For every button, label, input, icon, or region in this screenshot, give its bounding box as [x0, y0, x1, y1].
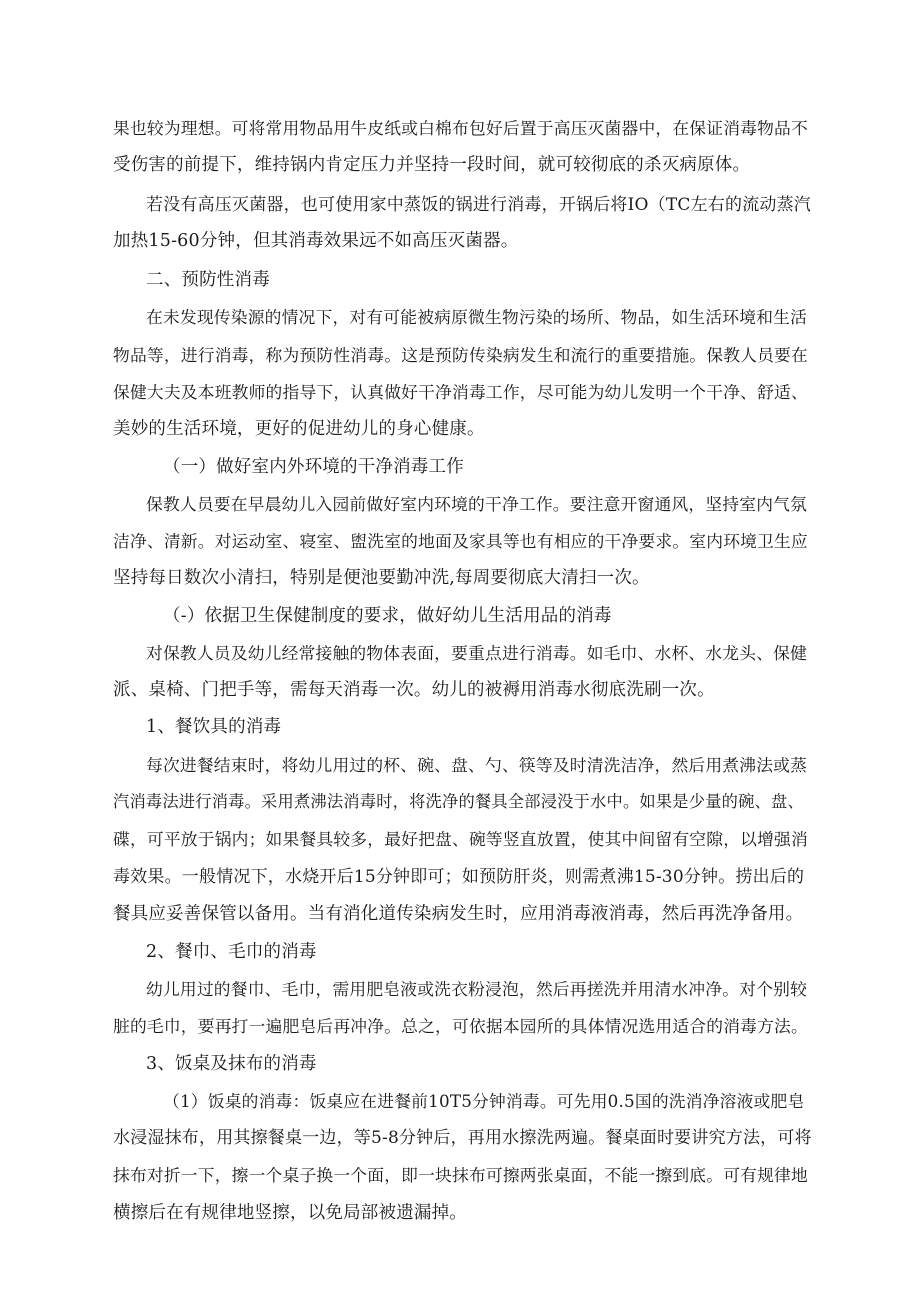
paragraph-line: 派、桌椅、门把手等，需每天消毒一次。幼儿的被褥用消毒水彻底洗刷一次。	[113, 680, 715, 700]
paragraph-line: 坚持每日数次小清扫，特别是便池要勤冲洗,每周要彻底大清扫一次。	[113, 568, 650, 588]
paragraph-line: 美妙的生活环境，更好的促进幼儿的身心健康。	[113, 419, 485, 439]
paragraph-line: 加热15-60分钟，但其消毒效果远不如高压灭菌器。	[113, 231, 519, 251]
paragraph-line: 抹布对折一下，擦一个桌子换一个面，即一块抹布可擦两张桌面，不能一擦到底。可有规律地	[113, 1165, 808, 1185]
paragraph-line: 受伤害的前提下，维持锅内肯定压力并坚持一段时间，就可较彻底的杀灭病原体。	[113, 155, 751, 175]
paragraph-line: 横擦后在有规律地竖擦，以免局部被遗漏掉。	[113, 1203, 467, 1223]
paragraph-line: 对保教人员及幼儿经常接触的物体表面，要重点进行消毒。如毛巾、水杯、水龙头、保健	[146, 643, 808, 663]
item-heading: 3、饭桌及抹布的消毒	[146, 1054, 317, 1074]
paragraph-line: 毒效果。一般情况下，水烧开后15分钟即可；如预防肝炎，则需煮沸15-30分钟。捞出后的	[113, 867, 805, 887]
paragraph-line: 保教人员要在早晨幼儿入园前做好室内环境的干净工作。要注意开窗通风，坚持室内气氛	[146, 494, 808, 514]
paragraph-line: 餐具应妥善保管以备用。当有消化道传染病发生时，应用消毒液消毒，然后再洗净备用。	[113, 904, 804, 924]
subsection-heading: （一）做好室内外环境的干净消毒工作	[163, 457, 464, 477]
paragraph-line: 若没有高压灭菌器，也可使用家中蒸饭的锅进行消毒，开锅后将IO（TC左右的流动蒸汽	[146, 195, 811, 215]
paragraph-line: 汽消毒法进行消毒。采用煮沸法消毒时，将洗净的餐具全部浸没于水中。如果是少量的碗、盘、	[113, 792, 804, 811]
paragraph-line: （1）饭桌的消毒：饭桌应在进餐前10T5分钟消毒。可先用0.5国的洗消净溶液或肥皂	[163, 1091, 805, 1111]
paragraph-line: 碟，可平放于锅内；如果餐具较多，最好把盘、碗等竖直放置，使其中间留有空隙，以增强消	[113, 829, 808, 849]
item-heading: 2、餐巾、毛巾的消毒	[146, 942, 317, 962]
paragraph-line: 水浸湿抹布，用其擦餐桌一边，等5-8分钟后，再用水擦洗两遍。餐桌面时要讲究方法，可将	[113, 1128, 812, 1148]
paragraph-line: 脏的毛巾，要再打一遍肥皂后再冲净。总之，可依据本园所的具体情况选用适合的消毒方法。	[113, 1016, 808, 1036]
paragraph-line: 洁净、清新。对运动室、寝室、盥洗室的地面及家具等也有相应的干净要求。室内环境卫生应	[113, 531, 808, 551]
paragraph-line: 在未发现传染源的情况下，对有可能被病原微生物污染的场所、物品，如生活环境和生活	[146, 307, 808, 327]
section-heading: 二、预防性消毒	[146, 270, 270, 290]
paragraph-line: 物品等，进行消毒，称为预防性消毒。这是预防传染病发生和流行的重要措施。保教人员要在	[113, 345, 808, 365]
item-heading: 1、餐饮具的消毒	[146, 717, 282, 737]
subsection-heading: （-）依据卫生保健制度的要求，做好幼儿生活用品的消毒	[163, 606, 612, 626]
paragraph-line: 每次进餐结束时，将幼儿用过的杯、碗、盘、勺、筷等及时清洗洁净，然后用煮沸法或蒸	[146, 755, 808, 775]
paragraph-line: 幼儿用过的餐巾、毛巾，需用肥皂液或洗衣粉浸泡，然后再搓洗并用清水冲净。对个别较	[146, 979, 808, 999]
paragraph-line: 保健大夫及本班教师的指导下，认真做好干净消毒工作，尽可能为幼儿发明一个干净、舒适、	[113, 382, 808, 402]
paragraph-line: 果也较为理想。可将常用物品用牛皮纸或白棉布包好后置于高压灭菌器中，在保证消毒物品不	[113, 118, 808, 138]
